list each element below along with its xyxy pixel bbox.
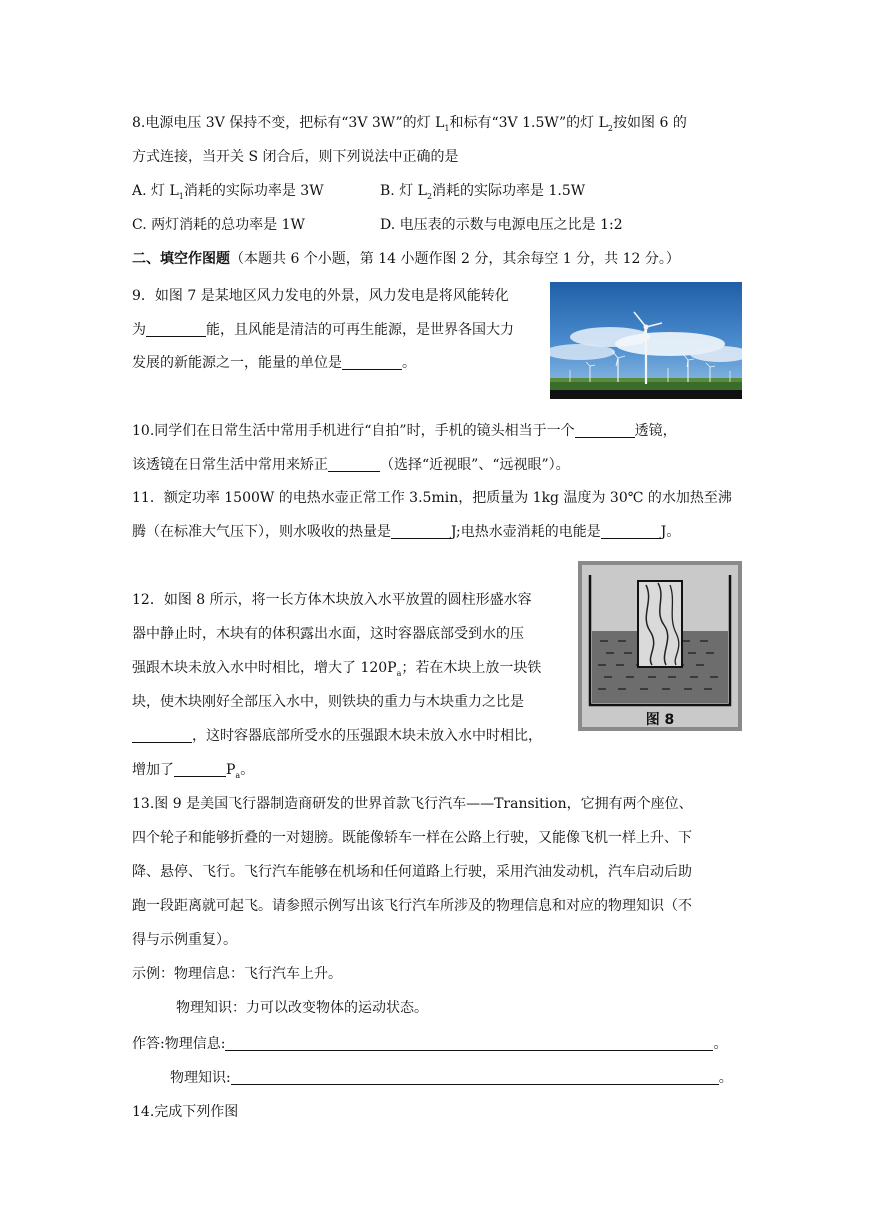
wind-farm-photo xyxy=(550,282,742,399)
q12-line5: ，这时容器底部所受水的压强跟木块未放入水中时相比， xyxy=(132,726,542,746)
q12-line1: 12．如图 8 所示，将一长方体木块放入水平放置的圆柱形盛水容 xyxy=(132,592,532,608)
q9-line1: 9．如图 7 是某地区风力发电的外景，风力发电是将风能转化 xyxy=(132,288,509,304)
q13-line2: 四个轮子和能够折叠的一对翅膀。既能像轿车一样在公路上行驶，又能像飞机一样上升、下 xyxy=(132,830,692,846)
wood-block xyxy=(638,581,682,667)
q13-answer-info: 作答:物理信息: 。 xyxy=(132,1036,728,1052)
q8-option-c: C. 两灯消耗的总功率是 1W xyxy=(132,217,305,233)
q10-blank-2[interactable] xyxy=(328,456,380,472)
q11-blank-2[interactable] xyxy=(601,523,661,539)
wind-turbine-icon xyxy=(550,282,742,399)
q8-option-d: D. 电压表的示数与电源电压之比是 1:2 xyxy=(380,217,623,233)
q11-line1: 11．额定功率 1500W 的电热水壶正常工作 3.5min，把质量为 1kg 温度为 30℃ 的水加热至沸 xyxy=(132,490,732,506)
q9-blank-2[interactable] xyxy=(342,354,402,370)
q13-line3: 降、悬停、飞行。飞行汽车能够在机场和任何道路上行驶，采用汽油发动机，汽车启动后助 xyxy=(132,864,692,880)
q12-line4: 块，使木块刚好全部压入水中，则铁块的重力与木块重力之比是 xyxy=(132,694,524,710)
q14-title: 14.完成下列作图 xyxy=(132,1104,239,1120)
q12-blank-1[interactable] xyxy=(132,727,192,743)
q13-line5: 得与示例重复）。 xyxy=(132,932,237,948)
q10-line1: 10.同学们在日常生活中常用手机进行“自拍”时，手机的镜头相当于一个 透镜， xyxy=(132,423,677,439)
q8-line2: 方式连接，当开关 S 闭合后，则下列说法中正确的是 xyxy=(132,149,459,165)
q13-answer-info-blank[interactable] xyxy=(225,1035,713,1051)
q8-line1: 8.电源电压 3V 保持不变，把标有“3V 3W”的灯 $L_1$和标有“3V 1.5W”的灯 $L_2$按如图 6 的 xyxy=(132,115,687,133)
q12-line6: 增加了 $P_a$。 xyxy=(132,762,255,780)
q9-blank-1[interactable] xyxy=(146,321,206,337)
section-heading xyxy=(132,249,680,269)
q12-line3: 强跟木块未放入水中时相比，增大了 $120P_a$；若在木块上放一块铁 xyxy=(132,660,542,678)
q11-line2: 腾（在标准大气压下），则水吸收的热量是 J;电热水壶消耗的电能是 J。 xyxy=(132,524,681,540)
q13-line4: 跑一段距离就可起飞。请参照示例写出该飞行汽车所涉及的物理信息和对应的物理知识（不 xyxy=(132,898,692,914)
section-title: 二、填空作图题 xyxy=(132,251,230,267)
section-note: （本题共 6 个小题，第 14 小题作图 2 分，其余每空 1 分，共 12 分。） xyxy=(230,251,680,267)
figure-8-label: 图 8 xyxy=(645,712,675,728)
q13-example-2: 物理知识：力可以改变物体的运动状态。 xyxy=(176,1000,428,1016)
q8-option-b: B. 灯 $L_2$消耗的实际功率是 1.5W xyxy=(380,183,586,201)
figure-8 xyxy=(578,561,742,731)
q13-answer-knowledge: 物理知识: 。 xyxy=(170,1070,733,1086)
q13-answer-knowledge-blank[interactable] xyxy=(231,1069,719,1085)
q12-line2: 器中静止时，木块有的体积露出水面，这时容器底部受到水的压 xyxy=(132,626,524,642)
q13-line1: 13.图 9 是美国飞行器制造商研发的世界首款飞行汽车——Transition，它拥有两个座位、 xyxy=(132,796,693,812)
q13-example-1: 示例：物理信息：飞行汽车上升。 xyxy=(132,966,342,982)
q10-blank-1[interactable] xyxy=(575,422,635,438)
q9-line2: 为 能，且风能是清洁的可再生能源，是世界各国大力 xyxy=(132,322,514,338)
q11-blank-1[interactable] xyxy=(391,523,451,539)
q8-option-a: A. 灯 $L_1$消耗的实际功率是 3W xyxy=(132,183,324,201)
q9-line3: 发展的新能源之一，能量的单位是 。 xyxy=(132,355,416,371)
q12-blank-2[interactable] xyxy=(174,761,226,777)
q10-line2: 该透镜在日常生活中常用来矫正 （选择“近视眼”、“远视眼”）。 xyxy=(132,457,570,473)
